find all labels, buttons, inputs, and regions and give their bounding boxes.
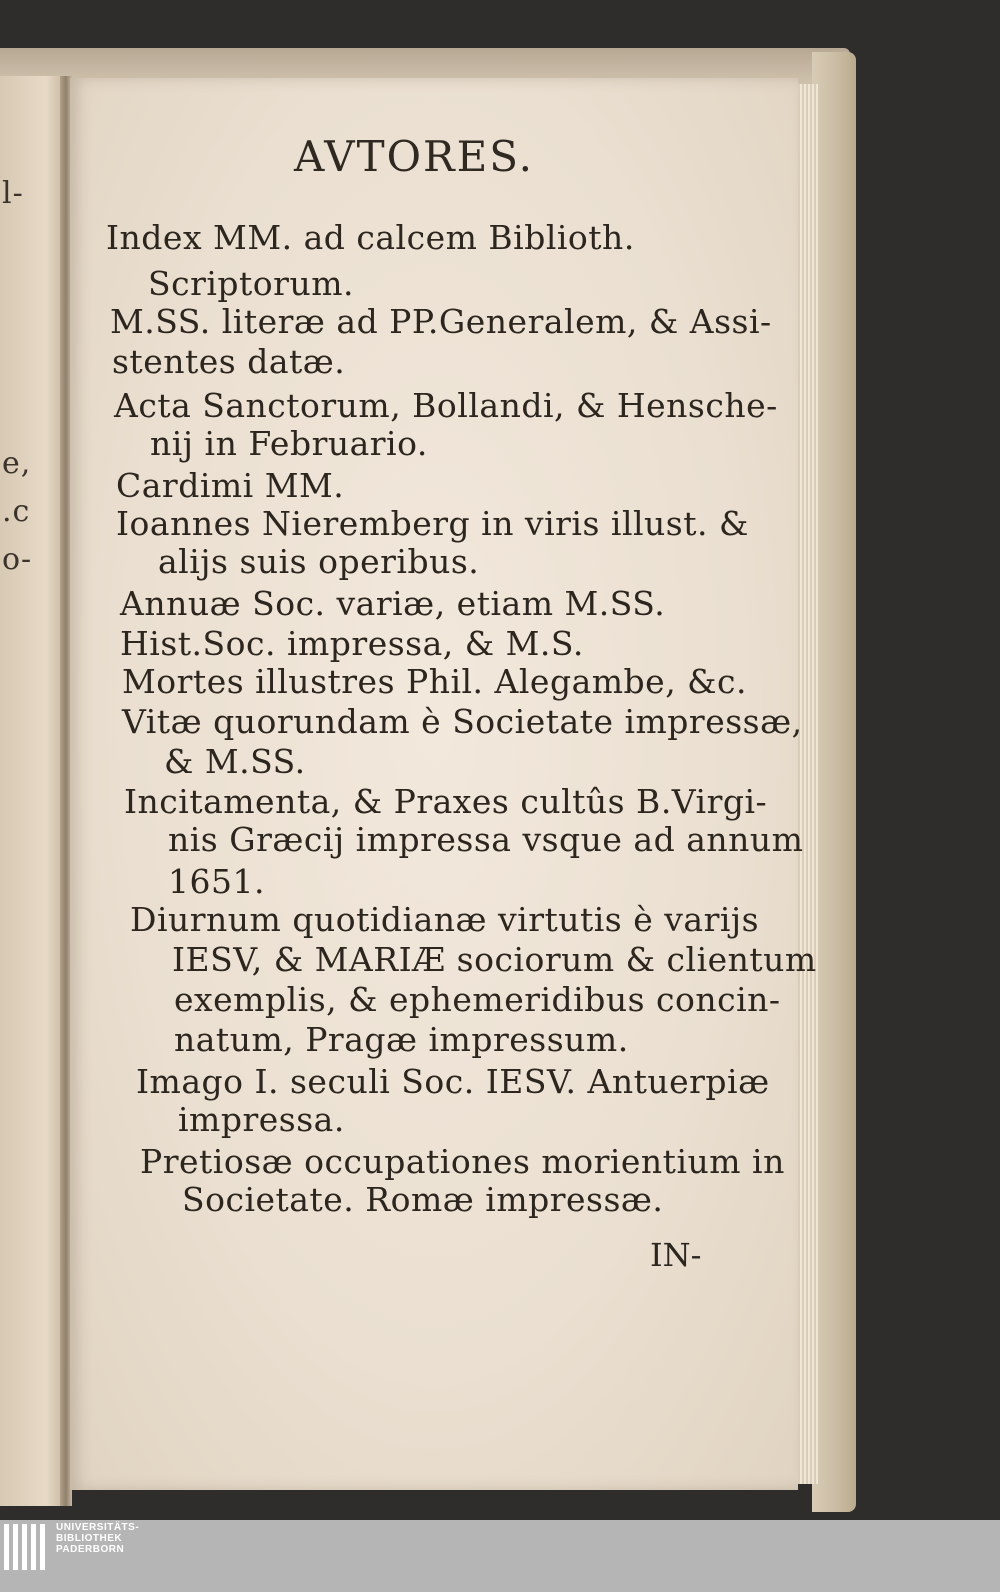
left-page-fragment: e,	[2, 446, 32, 481]
text-line: Vitæ quorundam è Societate impressæ,	[122, 702, 803, 741]
footer-bar	[0, 1520, 1000, 1592]
page-stack-edge	[796, 84, 818, 1484]
text-line: Ioannes Nieremberg in viris illust. &	[116, 504, 749, 543]
text-line: Cardimi MM.	[116, 466, 345, 505]
text-line: Diurnum quotidianæ virtutis è varijs	[130, 900, 760, 939]
text-line: nis Græcij impressa vsque ad annum	[168, 820, 804, 859]
text-line: Hist.Soc. impressa, & M.S.	[120, 624, 584, 663]
logo-line: UNIVERSITÄTS-	[56, 1522, 140, 1533]
text-line: natum, Pragæ impressum.	[174, 1020, 629, 1059]
left-page	[0, 76, 66, 1506]
text-line: Annuæ Soc. variæ, etiam M.SS.	[120, 584, 666, 623]
left-page-fragment: .c	[2, 494, 31, 529]
text-line: exemplis, & ephemeridibus concin-	[174, 980, 781, 1019]
book-cover-right-edge	[812, 52, 856, 1512]
text-line: Societate. Romæ impressæ.	[182, 1180, 664, 1219]
text-line: stentes datæ.	[112, 342, 346, 381]
catchword: IN-	[650, 1236, 702, 1274]
page-title: AVTORES.	[294, 132, 534, 181]
logo-line: PADERBORN	[56, 1544, 125, 1555]
text-line: Index MM. ad calcem Biblioth.	[106, 218, 635, 257]
text-line: Mortes illustres Phil. Alegambe, &c.	[122, 662, 748, 701]
text-line: M.SS. literæ ad PP.Generalem, & Assi-	[110, 302, 772, 341]
text-line: Imago I. seculi Soc. IESV. Antuerpiæ	[136, 1062, 770, 1101]
left-page-fragment: l-	[2, 176, 24, 211]
text-line: 1651.	[168, 862, 265, 901]
text-line: Pretiosæ occupationes morientium in	[140, 1142, 785, 1181]
text-line: alijs suis operibus.	[158, 542, 480, 581]
library-logo-text	[56, 1522, 139, 1555]
text-line: nij in Februario.	[150, 424, 428, 463]
text-line: & M.SS.	[164, 742, 306, 781]
text-line: Incitamenta, & Praxes cultûs B.Virgi-	[124, 782, 768, 821]
text-line: impressa.	[178, 1100, 345, 1139]
text-line: Scriptorum.	[148, 264, 354, 303]
logo-line: BIBLIOTHEK	[56, 1533, 123, 1544]
text-line: IESV, & MARIÆ sociorum & clientum	[172, 940, 817, 979]
left-page-fragment: o-	[2, 542, 33, 577]
text-line: Acta Sanctorum, Bollandi, & Hensche-	[114, 386, 778, 425]
library-logo-icon	[4, 1524, 48, 1570]
